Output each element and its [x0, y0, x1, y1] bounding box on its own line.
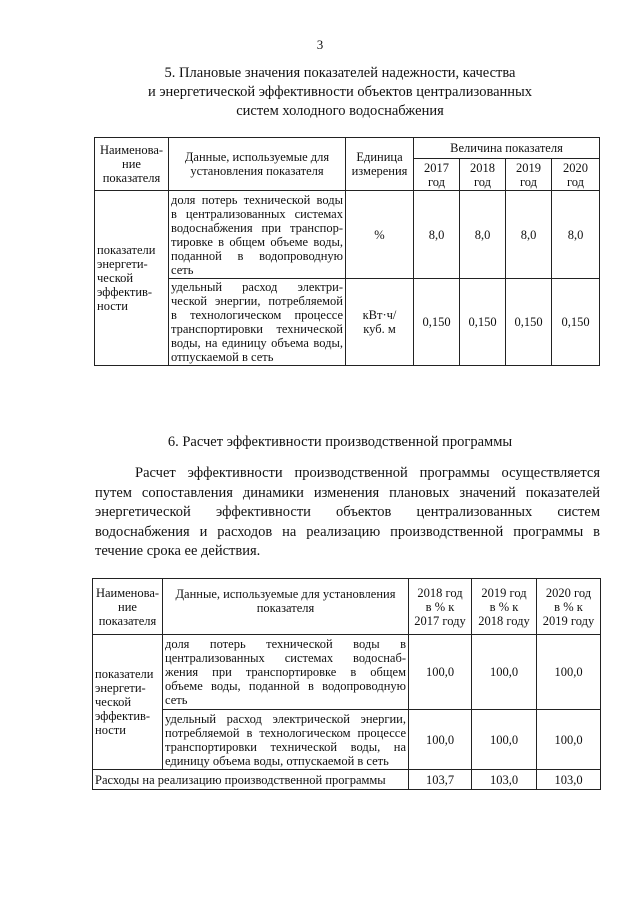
- row-data-description: доля потерь технической воды в централизованных системах водоснаб- жения при транспортировке в общем объеме воды, поданной в водопроводную сеть: [163, 635, 409, 710]
- paragraph-line: путем сопоставления динамики изменения плановых значений показателей: [95, 484, 600, 501]
- header-indicator-name: Наименова- ние показателя: [93, 579, 163, 635]
- row-value: 8,0: [552, 191, 600, 279]
- header-data: Данные, используемые для установления показателя: [163, 579, 409, 635]
- section-5-title-line: 5. Плановые значения показателей надежности, качества: [164, 65, 516, 81]
- paragraph-line: течение срока ее действия.: [95, 543, 261, 559]
- header-year: 2020 год: [552, 159, 600, 191]
- row-value: 0,150: [506, 279, 552, 366]
- header-year: 2017 год: [414, 159, 460, 191]
- row-value: 0,150: [460, 279, 506, 366]
- row-data-description: доля потерь технической воды в централизованных системах водоснабжения при транспор- тировке в общем объеме воды, поданной в водопроводную сеть: [169, 191, 346, 279]
- row-value: 100,0: [472, 710, 537, 770]
- row-unit: кВт·ч/ куб. м: [346, 279, 414, 366]
- row-value: 8,0: [414, 191, 460, 279]
- section-6-paragraph: [95, 464, 600, 562]
- header-unit: Единица измерения: [346, 138, 414, 191]
- row-value: 100,0: [409, 635, 472, 710]
- header-data: Данные, используемые для установления показателя: [169, 138, 346, 191]
- section-5-title-line: систем холодного водоснабжения: [236, 103, 444, 119]
- row-data-description: удельный расход электри- ческой энергии, потребляемой в технологическом процессе транспортировки технической воды, на единицу объема воды, отпускаемой в сеть: [169, 279, 346, 366]
- indicator-group-name: показатели энергети- ческой эффектив- ности: [93, 635, 163, 770]
- row-data-description: удельный расход электрической энергии, потребляемой в технологическом процессе транспортировки технической воды, на единицу объема воды, отпускаемой в сеть: [163, 710, 409, 770]
- header-value-group: Величина показателя: [414, 138, 600, 159]
- expenses-value: 103,0: [537, 770, 601, 790]
- expenses-label: Расходы на реализацию производственной программы: [93, 770, 409, 790]
- header-year-ratio: 2019 год в % к 2018 году: [472, 579, 537, 635]
- indicators-table: [94, 137, 600, 366]
- row-value: 0,150: [414, 279, 460, 366]
- header-indicator-name: Наименова- ние показателя: [95, 138, 169, 191]
- row-value: 8,0: [506, 191, 552, 279]
- expenses-value: 103,0: [472, 770, 537, 790]
- paragraph-line: энергетической эффективности объектов централизованных систем: [95, 504, 600, 520]
- row-value: 100,0: [472, 635, 537, 710]
- section-5-title-line: и энергетической эффективности объектов централизованных: [147, 84, 533, 100]
- header-year: 2019 год: [506, 159, 552, 191]
- header-year-ratio: 2018 год в % к 2017 году: [409, 579, 472, 635]
- row-value: 100,0: [537, 710, 601, 770]
- header-year: 2018 год: [460, 159, 506, 191]
- row-value: 100,0: [537, 635, 601, 710]
- page-number: 3: [316, 37, 324, 52]
- section-5-title: [60, 64, 620, 121]
- row-value: 100,0: [409, 710, 472, 770]
- row-value: 0,150: [552, 279, 600, 366]
- efficiency-table: [92, 578, 601, 790]
- paragraph-line: Расчет эффективности производственной программы осуществляется: [135, 465, 600, 481]
- row-unit: %: [346, 191, 414, 279]
- header-year-ratio: 2020 год в % к 2019 году: [537, 579, 601, 635]
- section-6-title: 6. Расчет эффективности производственной программы: [167, 434, 513, 450]
- paragraph-line: водоснабжения и расходов на реализацию производственной программы в: [95, 523, 600, 540]
- expenses-value: 103,7: [409, 770, 472, 790]
- row-value: 8,0: [460, 191, 506, 279]
- indicator-group-name: показатели энергети- ческой эффектив- ности: [95, 191, 169, 366]
